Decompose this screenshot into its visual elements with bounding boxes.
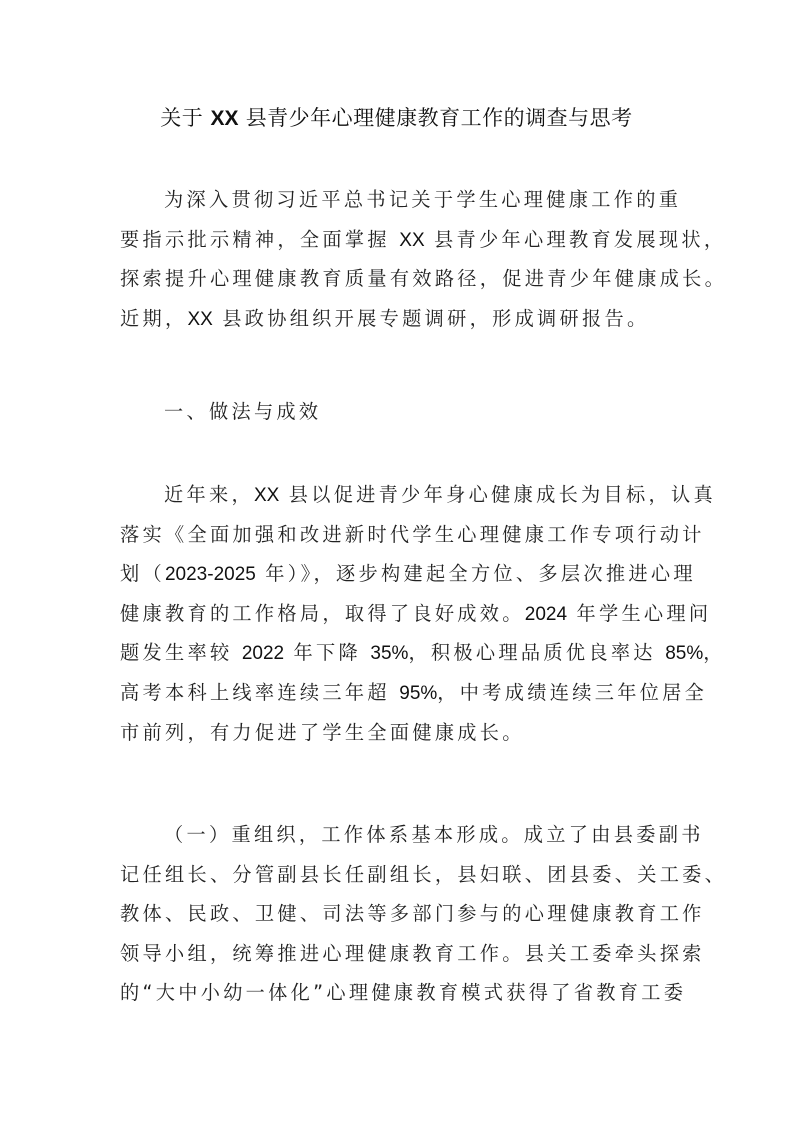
text-line: 市前列，有力促进了学生全面健康成长。 bbox=[120, 720, 525, 744]
text-line: 的“大中小幼一体化”心理健康教育模式获得了省教育工委 bbox=[120, 981, 687, 1005]
text-line: 划（2023-2025 年）》，逐步构建起全方位、多层次推进心理 bbox=[120, 562, 696, 586]
text-line: 落实《全面加强和改进新时代学生心理健康工作专项行动计 bbox=[120, 522, 705, 546]
title-county-placeholder: XX bbox=[210, 107, 239, 130]
intro-paragraph bbox=[120, 180, 728, 338]
text-line: 近期，XX 县政协组织开展专题调研，形成调研报告。 bbox=[120, 306, 650, 330]
section-heading-text: 一、做法与成效 bbox=[164, 400, 322, 423]
text-line: 健康教育的工作格局，取得了良好成效。2024 年学生心理问 bbox=[120, 601, 712, 625]
title-prefix: 关于 bbox=[160, 106, 204, 130]
text-line: 领导小组，统筹推进心理健康教育工作。县关工委牵头探索 bbox=[120, 941, 705, 965]
text-line: 题发生率较 2022 年下降 35%，积极心理品质优良率达 85%， bbox=[120, 641, 726, 665]
section-heading bbox=[120, 392, 683, 432]
document-title bbox=[0, 103, 793, 134]
results-paragraph bbox=[120, 475, 726, 752]
title-suffix: 县青少年心理健康教育工作的调查与思考 bbox=[245, 106, 633, 130]
text-line: 记任组长、分管副县长任副组长，县妇联、团县委、关工委、 bbox=[120, 862, 728, 886]
text-line: 教体、民政、卫健、司法等多部门参与的心理健康教育工作 bbox=[120, 902, 705, 926]
text-line: 探索提升心理健康教育质量有效路径，促进青少年健康成长。 bbox=[120, 267, 728, 291]
text-line: （一）重组织，工作体系基本形成。成立了由县委副书 bbox=[164, 823, 704, 846]
text-line: 高考本科上线率连续三年超 95%，中考成绩连续三年位居全 bbox=[120, 680, 708, 704]
text-line: 为深入贯彻习近平总书记关于学生心理健康工作的重 bbox=[164, 188, 682, 211]
organization-paragraph bbox=[120, 815, 728, 1013]
text-line: 近年来，XX 县以促进青少年身心健康成长为目标，认真 bbox=[164, 483, 716, 506]
text-line: 要指示批示精神，全面掌握 XX 县青少年心理教育发展现状， bbox=[120, 227, 727, 251]
